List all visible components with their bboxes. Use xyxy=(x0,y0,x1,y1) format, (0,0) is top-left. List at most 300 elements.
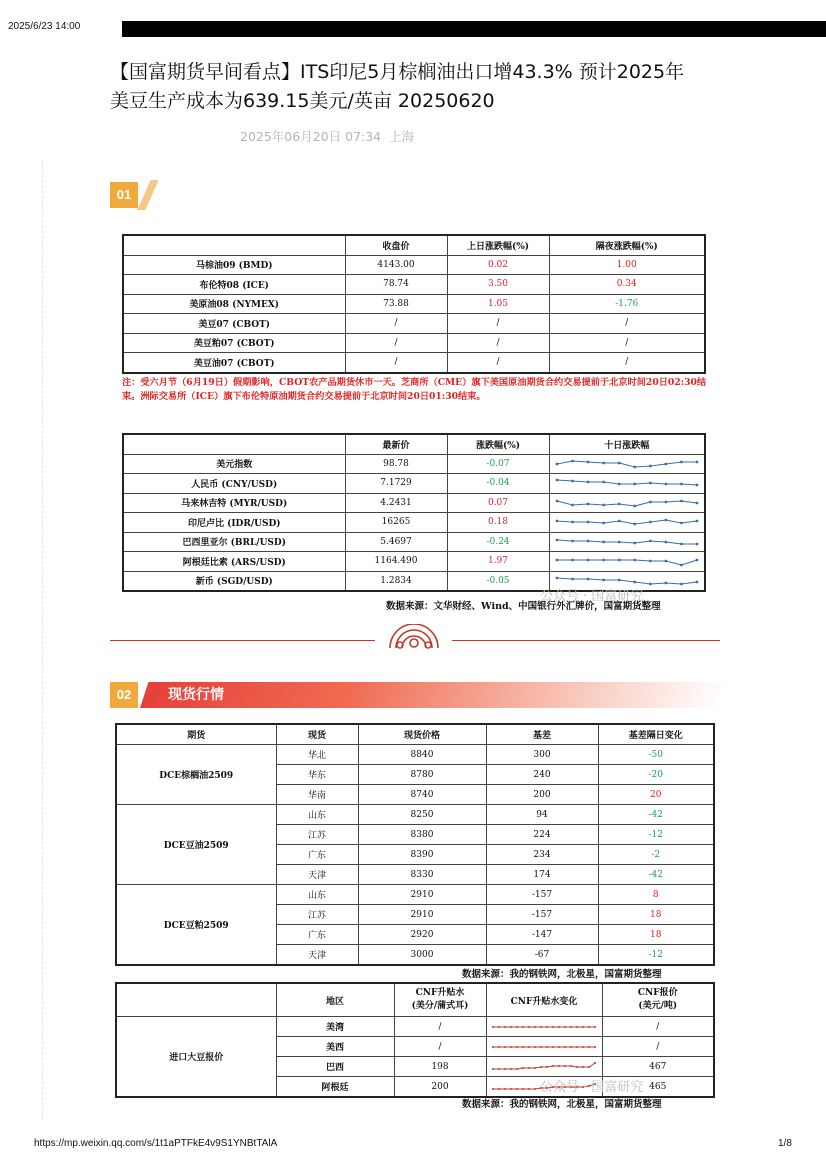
fx-header: 涨跌幅(%) xyxy=(447,434,549,454)
sparkline-point xyxy=(695,460,698,463)
title-line-2: 美豆生产成本为639.15美元/英亩 20250620 xyxy=(110,90,495,112)
sparkline-point xyxy=(555,499,558,502)
sparkline-point xyxy=(492,1026,494,1028)
sparkline-point xyxy=(618,520,621,523)
futures-overnight-change: / xyxy=(549,333,705,353)
sparkline-line xyxy=(557,461,697,467)
sparkline-point xyxy=(649,521,652,524)
spot-basis: -147 xyxy=(486,925,598,945)
fx-price: 1164.490 xyxy=(345,552,447,572)
section1-number: 01 xyxy=(110,182,138,208)
futures-overnight-change: 1.00 xyxy=(549,255,705,275)
sparkline-point xyxy=(664,560,667,563)
import-price: 465 xyxy=(602,1077,714,1098)
sparkline-point xyxy=(504,1068,506,1070)
futures-prev-change: 1.05 xyxy=(447,294,549,314)
sparkline-point xyxy=(522,1046,524,1048)
spot-row xyxy=(116,745,714,765)
fx-row xyxy=(123,474,705,494)
spot-group-name: DCE豆油2509 xyxy=(116,805,276,885)
spot-group-name: DCE豆粕2509 xyxy=(116,885,276,966)
sparkline-point xyxy=(586,521,589,524)
sparkline-point xyxy=(498,1088,500,1090)
section1-source: 数据来源：文华财经、Wind、中国银行外汇牌价，国富期货整理 xyxy=(386,601,661,612)
fx-change: -0.04 xyxy=(447,474,549,494)
import-region: 美湾 xyxy=(276,1017,394,1037)
futures-close: 4143.00 xyxy=(345,255,447,275)
spot-region: 华南 xyxy=(276,785,358,805)
sparkline-point xyxy=(546,1026,548,1028)
futures-close: / xyxy=(345,333,447,353)
spot-basis: 234 xyxy=(486,845,598,865)
sparkline-point xyxy=(680,499,683,502)
fx-price: 16265 xyxy=(345,513,447,533)
article-date: 2025年06月20日 07:34 xyxy=(240,129,382,144)
sparkline-point xyxy=(516,1068,518,1070)
futures-name: 美豆粕07 (CBOT) xyxy=(123,333,345,353)
sparkline-point xyxy=(618,461,621,464)
spot-row xyxy=(116,805,714,825)
futures-header xyxy=(123,235,345,255)
spot-header: 现货 xyxy=(276,724,358,745)
import-row xyxy=(116,1017,714,1037)
futures-name: 布伦特08 (ICE) xyxy=(123,275,345,295)
sparkline-point xyxy=(649,582,652,585)
futures-prev-change: / xyxy=(447,314,549,334)
fx-header: 最新价 xyxy=(345,434,447,454)
sparkline-point xyxy=(516,1026,518,1028)
import-header-cnf-line1: CNF升贴水 xyxy=(415,988,465,998)
spot-header: 期货 xyxy=(116,724,276,745)
sparkline-chart xyxy=(554,553,700,569)
fx-change: 0.07 xyxy=(447,493,549,513)
import-sparkline-cell xyxy=(486,1057,602,1077)
fx-price: 7.1729 xyxy=(345,474,447,494)
sparkline-point xyxy=(649,482,652,485)
sparkline-point xyxy=(555,576,558,579)
sparkline-point xyxy=(664,519,667,522)
sparkline-point xyxy=(649,539,652,542)
sparkline-point xyxy=(618,540,621,543)
spot-header: 现货价格 xyxy=(358,724,486,745)
sparkline-point xyxy=(588,1026,590,1028)
article-location: 上海 xyxy=(389,129,415,144)
sparkline-point xyxy=(602,578,605,581)
spot-header: 基差隔日变化 xyxy=(598,724,714,745)
futures-overnight-change: / xyxy=(549,314,705,334)
spot-region: 江苏 xyxy=(276,905,358,925)
sparkline-chart xyxy=(554,475,700,491)
spot-price: 2910 xyxy=(358,885,486,905)
import-header-region: 地区 xyxy=(276,983,394,1017)
spot-region: 广东 xyxy=(276,845,358,865)
sparkline-point xyxy=(618,578,621,581)
sparkline-point xyxy=(510,1068,512,1070)
spot-basis-change: -12 xyxy=(598,825,714,845)
sparkline-point xyxy=(586,460,589,463)
sparkline-point xyxy=(633,580,636,583)
sparkline-point xyxy=(649,500,652,503)
fx-name: 新币 (SGD/USD) xyxy=(123,571,345,591)
sparkline-point xyxy=(586,559,589,562)
fx-name: 阿根廷比索 (ARS/USD) xyxy=(123,552,345,572)
fx-sparkline-cell xyxy=(549,493,705,513)
import-region: 阿根廷 xyxy=(276,1077,394,1098)
futures-row xyxy=(123,353,705,373)
sparkline-point xyxy=(555,559,558,562)
sparkline-point xyxy=(571,459,574,462)
sparkline-point xyxy=(540,1046,542,1048)
spot-basis-change: 18 xyxy=(598,925,714,945)
futures-prev-change: / xyxy=(447,353,549,373)
fx-price: 4.2431 xyxy=(345,493,447,513)
spot-basis-change: 18 xyxy=(598,905,714,925)
futures-header: 上日涨跌幅(%) xyxy=(447,235,549,255)
sparkline-point xyxy=(498,1026,500,1028)
futures-row xyxy=(123,275,705,295)
sparkline-point xyxy=(602,559,605,562)
spot-basis-change: -2 xyxy=(598,845,714,865)
sparkline-point xyxy=(633,559,636,562)
browser-datetime: 2025/6/23 14:00 xyxy=(8,21,81,32)
sparkline-point xyxy=(602,461,605,464)
spot-basis-change: -20 xyxy=(598,765,714,785)
import-cnf: 200 xyxy=(394,1077,486,1098)
spot-basis: 94 xyxy=(486,805,598,825)
spot-region: 华东 xyxy=(276,765,358,785)
futures-row xyxy=(123,255,705,275)
import-region: 美西 xyxy=(276,1037,394,1057)
divider-right xyxy=(452,640,720,641)
sparkline-point xyxy=(602,522,605,525)
futures-row xyxy=(123,294,705,314)
fx-name: 美元指数 xyxy=(123,454,345,474)
sparkline-point xyxy=(680,460,683,463)
spot-region: 天津 xyxy=(276,945,358,966)
import-source: 数据来源：我的钢铁网，北极星，国富期货整理 xyxy=(462,1099,662,1110)
sparkline-point xyxy=(576,1026,578,1028)
spot-region: 山东 xyxy=(276,805,358,825)
spot-basis-change: -12 xyxy=(598,945,714,966)
sparkline-point xyxy=(534,1026,536,1028)
fx-price: 98.78 xyxy=(345,454,447,474)
sparkline-point xyxy=(602,481,605,484)
sparkline-line xyxy=(557,578,697,584)
spot-price: 2910 xyxy=(358,905,486,925)
header-bar xyxy=(122,21,826,37)
spot-group-name: DCE棕榈油2509 xyxy=(116,745,276,805)
sparkline-point xyxy=(664,581,667,584)
sparkline-point xyxy=(582,1026,584,1028)
sparkline-chart xyxy=(554,456,700,472)
import-region: 巴西 xyxy=(276,1057,394,1077)
sparkline-point xyxy=(510,1046,512,1048)
futures-row xyxy=(123,314,705,334)
sparkline-point xyxy=(602,503,605,506)
sparkline-point xyxy=(633,523,636,526)
futures-prev-change: / xyxy=(447,333,549,353)
sparkline-chart xyxy=(554,514,700,530)
futures-close: / xyxy=(345,353,447,373)
sparkline-chart xyxy=(490,1059,598,1075)
sparkline-point xyxy=(522,1088,524,1090)
divider-left xyxy=(110,640,375,641)
sparkline-point xyxy=(695,501,698,504)
spot-price: 3000 xyxy=(358,945,486,966)
sparkline-point xyxy=(571,539,574,542)
fx-name: 马来林吉特 (MYR/USD) xyxy=(123,493,345,513)
spot-basis: -157 xyxy=(486,905,598,925)
sparkline-point xyxy=(618,559,621,562)
sparkline-point xyxy=(633,541,636,544)
sparkline-line xyxy=(557,560,697,565)
sparkline-point xyxy=(582,1046,584,1048)
fx-table xyxy=(122,433,706,592)
sparkline-point xyxy=(571,503,574,506)
sparkline-point xyxy=(582,1066,584,1068)
sparkline-point xyxy=(633,465,636,468)
spot-region: 江苏 xyxy=(276,825,358,845)
sparkline-point xyxy=(528,1046,530,1048)
spot-basis-change: 8 xyxy=(598,885,714,905)
sparkline-point xyxy=(664,483,667,486)
sparkline-point xyxy=(492,1068,494,1070)
spot-basis-change: -42 xyxy=(598,805,714,825)
futures-header-row xyxy=(123,235,705,255)
sparkline-point xyxy=(602,540,605,543)
fx-name: 印尼卢比 (IDR/USD) xyxy=(123,513,345,533)
sparkline-point xyxy=(680,582,683,585)
import-cnf: 198 xyxy=(394,1057,486,1077)
sparkline-point xyxy=(571,559,574,562)
section2-title: 现货行情 xyxy=(168,687,224,703)
import-cnf: / xyxy=(394,1017,486,1037)
fx-change: -0.24 xyxy=(447,532,549,552)
sparkline-line xyxy=(493,1063,595,1069)
import-header-price xyxy=(602,983,714,1017)
futures-note: 注：受六月节（6月19日）假期影响，CBOT农产品期货休市一天。芝商所（CME）旗下美国原油期货合约交易提前于北京时间20日02:30结束。洲际交易所（ICE）旗下布伦特原油期货合约交易提前于北京时间20日01:30结束。 xyxy=(122,377,707,402)
futures-header: 隔夜涨跌幅(%) xyxy=(549,235,705,255)
spot-price: 8380 xyxy=(358,825,486,845)
sparkline-point xyxy=(558,1026,560,1028)
sparkline-point xyxy=(633,504,636,507)
sparkline-point xyxy=(498,1068,500,1070)
futures-close: 78.74 xyxy=(345,275,447,295)
sparkline-point xyxy=(528,1067,530,1069)
sparkline-point xyxy=(570,1026,572,1028)
fx-sparkline-cell xyxy=(549,454,705,474)
spot-basis: -157 xyxy=(486,885,598,905)
fx-header xyxy=(123,434,345,454)
spot-price: 2920 xyxy=(358,925,486,945)
sparkline-chart xyxy=(490,1019,598,1035)
import-header-cnf-line2: (美分/蒲式耳) xyxy=(411,1001,469,1011)
spot-region: 华北 xyxy=(276,745,358,765)
sparkline-point xyxy=(522,1026,524,1028)
sparkline-point xyxy=(492,1046,494,1048)
sparkline-point xyxy=(552,1026,554,1028)
article-meta xyxy=(240,127,414,145)
futures-overnight-change: / xyxy=(549,353,705,373)
fx-row xyxy=(123,493,705,513)
sparkline-point xyxy=(695,520,698,523)
fx-row xyxy=(123,532,705,552)
sparkline-point xyxy=(510,1026,512,1028)
left-guide-line xyxy=(42,160,43,1120)
sparkline-point xyxy=(516,1088,518,1090)
fx-price: 1.2834 xyxy=(345,571,447,591)
sparkline-line xyxy=(557,480,697,485)
spot-price: 8250 xyxy=(358,805,486,825)
sparkline-point xyxy=(664,500,667,503)
sparkline-point xyxy=(510,1088,512,1090)
sparkline-point xyxy=(571,480,574,483)
spot-basis: 174 xyxy=(486,865,598,885)
sparkline-point xyxy=(571,521,574,524)
fx-sparkline-cell xyxy=(549,532,705,552)
sparkline-point xyxy=(570,1046,572,1048)
sparkline-point xyxy=(540,1066,542,1068)
sparkline-chart xyxy=(490,1039,598,1055)
spot-row xyxy=(116,885,714,905)
sparkline-point xyxy=(586,577,589,580)
futures-prev-change: 0.02 xyxy=(447,255,549,275)
fx-row xyxy=(123,454,705,474)
futures-close: / xyxy=(345,314,447,334)
page-number: 1/8 xyxy=(778,1138,792,1149)
spot-region: 广东 xyxy=(276,925,358,945)
sparkline-point xyxy=(576,1066,578,1068)
import-price: 467 xyxy=(602,1057,714,1077)
futures-name: 美豆07 (CBOT) xyxy=(123,314,345,334)
sparkline-point xyxy=(586,539,589,542)
sparkline-point xyxy=(528,1026,530,1028)
spot-basis-change: 20 xyxy=(598,785,714,805)
sparkline-point xyxy=(588,1046,590,1048)
sparkline-point xyxy=(558,1065,560,1067)
fx-change: -0.05 xyxy=(447,571,549,591)
spot-basis: 240 xyxy=(486,765,598,785)
fx-price: 5.4697 xyxy=(345,532,447,552)
spot-basis: 224 xyxy=(486,825,598,845)
sparkline-point xyxy=(564,1026,566,1028)
sparkline-point xyxy=(504,1088,506,1090)
import-sparkline-cell xyxy=(486,1037,602,1057)
sparkline-line xyxy=(557,520,697,524)
sparkline-point xyxy=(680,522,683,525)
sparkline-point xyxy=(586,502,589,505)
spot-basis-change: -50 xyxy=(598,745,714,765)
fx-row xyxy=(123,513,705,533)
sparkline-point xyxy=(588,1066,590,1068)
fx-header: 十日涨跌幅 xyxy=(549,434,705,454)
spot-basis: 300 xyxy=(486,745,598,765)
futures-overnight-change: -1.76 xyxy=(549,294,705,314)
sparkline-point xyxy=(570,1065,572,1067)
spot-price: 8390 xyxy=(358,845,486,865)
import-cnf: / xyxy=(394,1037,486,1057)
futures-name: 美豆油07 (CBOT) xyxy=(123,353,345,373)
import-header-price-line2: (美元/吨) xyxy=(638,1001,678,1011)
sparkline-point xyxy=(555,479,558,482)
sparkline-point xyxy=(695,580,698,583)
spot-price: 8740 xyxy=(358,785,486,805)
futures-table xyxy=(122,234,706,374)
futures-row xyxy=(123,333,705,353)
sparkline-point xyxy=(680,483,683,486)
spot-header-row xyxy=(116,724,714,745)
futures-overnight-change: 0.34 xyxy=(549,275,705,295)
spot-basis-change: -42 xyxy=(598,865,714,885)
sparkline-point xyxy=(555,538,558,541)
fx-row xyxy=(123,552,705,572)
import-group-name: 进口大豆报价 xyxy=(116,1017,276,1098)
sparkline-point xyxy=(571,577,574,580)
sparkline-point xyxy=(649,464,652,467)
section2-banner xyxy=(140,682,728,708)
sparkline-point xyxy=(534,1088,536,1090)
page-url[interactable]: https://mp.weixin.qq.com/s/1t1aPTFkE4v9S1YNBtTAlA xyxy=(34,1138,278,1149)
fx-name: 巴西里亚尔 (BRL/USD) xyxy=(123,532,345,552)
sparkline-point xyxy=(618,483,621,486)
futures-close: 73.88 xyxy=(345,294,447,314)
sparkline-point xyxy=(695,484,698,487)
sparkline-point xyxy=(522,1067,524,1069)
sparkline-point xyxy=(558,1046,560,1048)
import-header-empty xyxy=(116,983,276,1017)
sparkline-point xyxy=(594,1026,596,1028)
fx-sparkline-cell xyxy=(549,474,705,494)
sparkline-point xyxy=(555,520,558,523)
spot-table xyxy=(115,723,715,966)
sparkline-point xyxy=(528,1088,530,1090)
fx-name: 人民币 (CNY/USD) xyxy=(123,474,345,494)
sparkline-line xyxy=(557,501,697,506)
sparkline-point xyxy=(534,1067,536,1069)
fx-sparkline-cell xyxy=(549,552,705,572)
sparkline-point xyxy=(680,542,683,545)
spot-basis: -67 xyxy=(486,945,598,966)
sparkline-point xyxy=(492,1088,494,1090)
spot-header: 基差 xyxy=(486,724,598,745)
import-header-price-line1: CNF报价 xyxy=(637,988,678,998)
section2-watermark: 公众号 · 国富研究 xyxy=(540,1080,644,1095)
sparkline-point xyxy=(664,462,667,465)
article-title xyxy=(110,58,750,116)
sparkline-point xyxy=(594,1046,596,1048)
futures-name: 马棕油09 (BMD) xyxy=(123,255,345,275)
title-line-1: 【国富期货早间看点】ITS印尼5月棕榈油出口增43.3% 预计2025年 xyxy=(110,61,685,83)
sparkline-point xyxy=(586,481,589,484)
divider-ornament-icon xyxy=(386,624,442,650)
sparkline-point xyxy=(504,1046,506,1048)
import-price: / xyxy=(602,1037,714,1057)
sparkline-point xyxy=(618,502,621,505)
import-price: / xyxy=(602,1017,714,1037)
spot-price: 8330 xyxy=(358,865,486,885)
spot-price: 8780 xyxy=(358,765,486,785)
spot-region: 山东 xyxy=(276,885,358,905)
sparkline-point xyxy=(552,1046,554,1048)
sparkline-point xyxy=(534,1046,536,1048)
spot-basis: 200 xyxy=(486,785,598,805)
sparkline-point xyxy=(594,1062,596,1064)
import-header-chart: CNF升贴水变化 xyxy=(486,983,602,1017)
fx-header-row xyxy=(123,434,705,454)
sparkline-point xyxy=(498,1046,500,1048)
fx-change: 1.97 xyxy=(447,552,549,572)
import-header-row xyxy=(116,983,714,1017)
